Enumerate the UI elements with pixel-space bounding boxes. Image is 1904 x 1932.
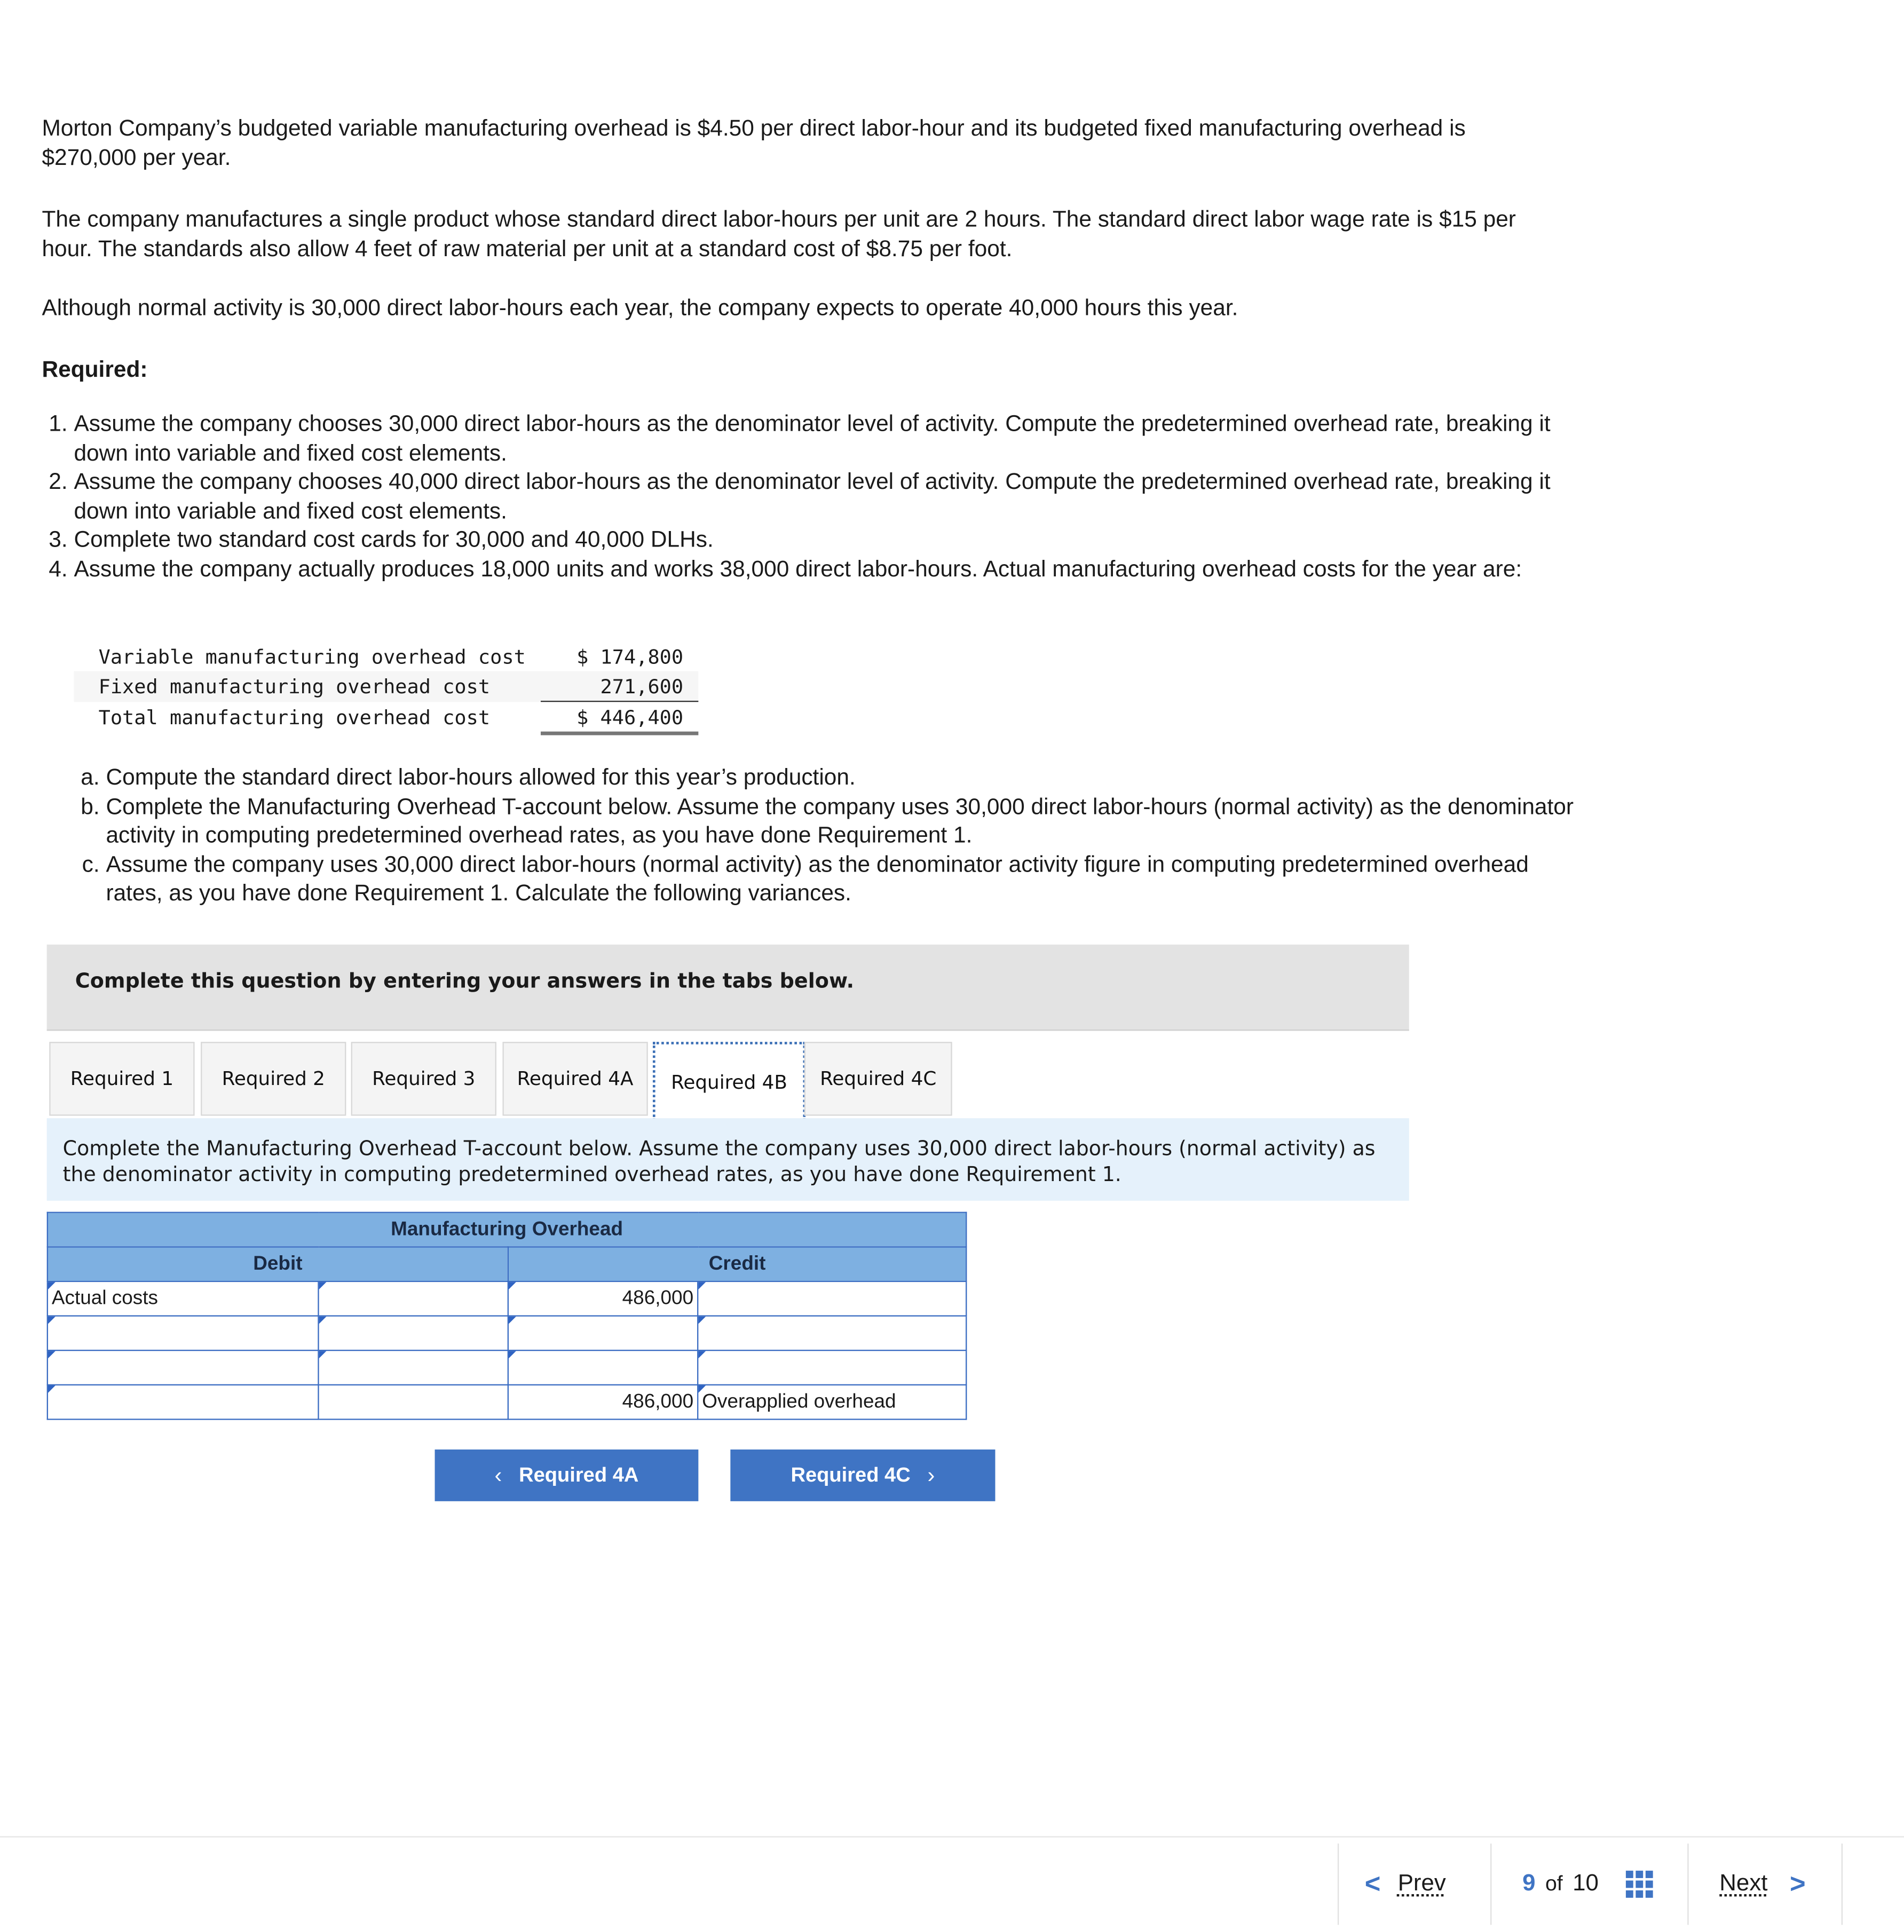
requirement-4: 4. Assume the company actually produces 18,000 units and works 38,000 direct labor-hours. Actual manufacturing overhead costs for the year are: bbox=[74, 553, 1589, 582]
prev-tab-button[interactable] bbox=[435, 1450, 699, 1501]
next-tab-button[interactable] bbox=[730, 1450, 995, 1501]
sub-requirement-c: c. Assume the company uses 30,000 direct labor-hours (normal activity) as the denominator activity figure in computing predetermined overhead rates, as you have done Requirement 1. Calculate the following variances. bbox=[106, 849, 1584, 907]
debit-label-input[interactable]: Actual costs bbox=[48, 1281, 319, 1316]
sub-requirement-b: b. Complete the Manufacturing Overhead T-account below. Assume the company uses 30,000 direct labor-hours (normal activity) as the denominator activity in computing predetermined overhead rates, as you have done Requirement 1. bbox=[106, 791, 1584, 849]
debit-header: Debit bbox=[48, 1247, 508, 1281]
requirement-2: 2. Assume the company chooses 40,000 direct labor-hours as the denominator level of activity. Compute the predetermined overhead rate, breaking it down into variable and fixed cost elements. bbox=[74, 467, 1589, 525]
prev-tab-label: Required 4A bbox=[519, 1463, 639, 1486]
grid-icon[interactable] bbox=[1626, 1871, 1653, 1898]
question-navigation bbox=[1338, 1843, 1843, 1925]
debit-total-cell bbox=[318, 1385, 508, 1420]
instruction-banner bbox=[47, 945, 1409, 1031]
actual-overhead-cost-table bbox=[74, 642, 698, 735]
cost-row bbox=[74, 701, 698, 733]
debit-amount-input[interactable] bbox=[318, 1316, 508, 1351]
requirements-list bbox=[42, 409, 1589, 582]
intro-paragraph-3: Although normal activity is 30,000 direct labor-hours each year, the company expects to operate 40,000 hours this year. bbox=[42, 294, 1238, 320]
t-account-title: Manufacturing Overhead bbox=[48, 1213, 967, 1247]
requirement-1: 1. Assume the company chooses 30,000 direct labor-hours as the denominator level of activity. Compute the predetermined overhead rate, breaking it down into variable and fixed cost elements. bbox=[74, 409, 1589, 466]
credit-label-input[interactable] bbox=[698, 1316, 966, 1351]
tab-required-1[interactable]: Required 1 bbox=[49, 1042, 194, 1115]
current-question-number: 9 bbox=[1522, 1871, 1536, 1897]
tab-required-3[interactable]: Required 3 bbox=[351, 1042, 496, 1115]
t-account-row bbox=[48, 1350, 967, 1385]
footer-divider bbox=[0, 1836, 1904, 1837]
t-account-row bbox=[48, 1281, 967, 1316]
credit-amount-input[interactable] bbox=[508, 1316, 698, 1351]
prev-label: Prev bbox=[1397, 1871, 1446, 1897]
nav-divider bbox=[1490, 1843, 1491, 1925]
nav-divider bbox=[1338, 1843, 1339, 1925]
cost-row bbox=[74, 642, 698, 671]
tab-required-4a[interactable]: Required 4A bbox=[502, 1042, 647, 1115]
credit-amount-input[interactable] bbox=[508, 1350, 698, 1385]
cost-label: Total manufacturing overhead cost bbox=[98, 706, 491, 730]
debit-amount-input[interactable] bbox=[318, 1350, 508, 1385]
credit-label-input[interactable] bbox=[698, 1281, 966, 1316]
sub-requirement-a: a. Compute the standard direct labor-hours allowed for this year’s production. bbox=[106, 762, 1584, 791]
cost-amount: $ 174,800 bbox=[576, 644, 684, 668]
manufacturing-overhead-t-account bbox=[47, 1212, 967, 1420]
credit-total-cell: 486,000 bbox=[508, 1385, 698, 1420]
tab-required-2[interactable]: Required 2 bbox=[201, 1042, 346, 1115]
t-account-total-row bbox=[48, 1385, 967, 1420]
tab-required-4b[interactable]: Required 4B bbox=[653, 1042, 805, 1121]
of-label: of bbox=[1545, 1872, 1563, 1896]
t-account-header-row bbox=[48, 1247, 967, 1281]
credit-label-input[interactable] bbox=[698, 1350, 966, 1385]
chevron-right-icon: › bbox=[927, 1462, 935, 1487]
cost-row bbox=[74, 671, 698, 702]
chevron-right-icon: > bbox=[1789, 1868, 1806, 1899]
question-counter bbox=[1522, 1871, 1653, 1898]
cost-amount: 271,600 bbox=[540, 671, 698, 702]
debit-balance-label-input[interactable] bbox=[48, 1385, 319, 1420]
instruction-text: Complete this question by entering your answers in the tabs below. bbox=[75, 969, 855, 993]
debit-label-input[interactable] bbox=[48, 1316, 319, 1351]
intro-paragraph-2: The company manufactures a single product whose standard direct labor-hours per unit are 2 hours. The standard direct labor wage rate is $15 per hour. The standards also allow 4 feet of raw material per unit at a standard cost of $8.75 per foot. bbox=[42, 205, 1516, 262]
prev-question-button[interactable] bbox=[1365, 1868, 1446, 1900]
debit-amount-input[interactable] bbox=[318, 1281, 508, 1316]
intro-paragraph-1: Morton Company’s budgeted variable manufacturing overhead is $4.50 per direct labor-hour and its budgeted fixed manufacturing overhead is $270,000 per year. bbox=[42, 114, 1466, 170]
chevron-left-icon: < bbox=[1364, 1868, 1381, 1899]
sub-requirements-list bbox=[74, 762, 1584, 907]
t-account-title-row bbox=[48, 1213, 967, 1247]
next-question-button[interactable] bbox=[1719, 1868, 1805, 1900]
cost-label: Fixed manufacturing overhead cost bbox=[74, 671, 540, 702]
nav-divider bbox=[1842, 1843, 1843, 1925]
tab-prompt: Complete the Manufacturing Overhead T-account below. Assume the company uses 30,000 direct labor-hours (normal activity) as the denominator activity in computing predetermined overhead rates, as you have done Requirement 1. bbox=[47, 1118, 1409, 1201]
tab-required-4c[interactable]: Required 4C bbox=[804, 1042, 952, 1115]
nav-divider bbox=[1687, 1843, 1688, 1925]
requirement-3: 3. Complete two standard cost cards for 30,000 and 40,000 DLHs. bbox=[74, 525, 1589, 553]
next-tab-label: Required 4C bbox=[791, 1463, 911, 1486]
cost-amount: $ 446,400 bbox=[540, 701, 698, 733]
cost-label: Variable manufacturing overhead cost bbox=[98, 644, 526, 668]
credit-amount-cell: 486,000 bbox=[508, 1281, 698, 1316]
t-account-row bbox=[48, 1316, 967, 1351]
debit-label-input[interactable] bbox=[48, 1350, 319, 1385]
credit-header: Credit bbox=[508, 1247, 966, 1281]
credit-balance-label[interactable]: Overapplied overhead bbox=[698, 1385, 966, 1420]
required-heading: Required: bbox=[42, 355, 148, 382]
chevron-left-icon: ‹ bbox=[494, 1462, 502, 1487]
next-label: Next bbox=[1719, 1871, 1768, 1897]
total-questions: 10 bbox=[1573, 1871, 1599, 1897]
